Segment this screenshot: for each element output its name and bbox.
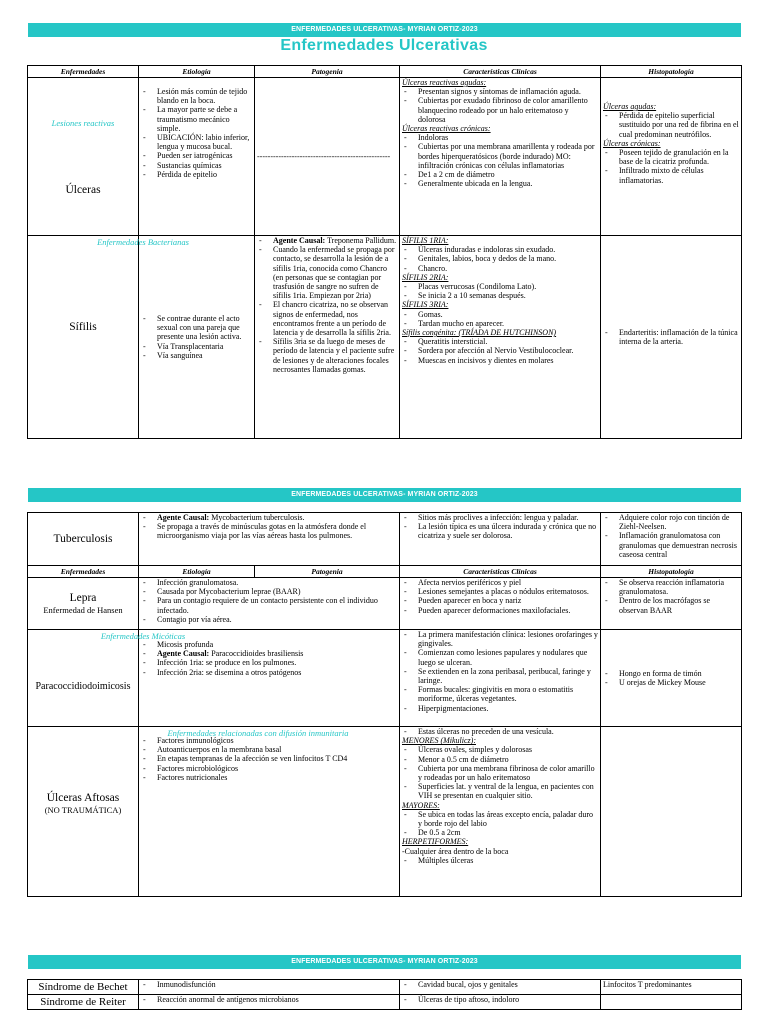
- list-item: - Úlceras ovales, simples y dolorosas: [418, 745, 598, 754]
- list-item: - Superficies lat. y ventral de la lengua, en pacientes con VIH se presentan en cualquier sitio.: [418, 782, 598, 800]
- subheading: SÍFILIS 3RIA:: [402, 300, 449, 310]
- list-item: - Múltiples úlceras: [418, 856, 598, 865]
- header-etiologia: Etiología: [139, 66, 255, 78]
- agente-value: Paracoccidioides brasiliensis: [211, 649, 304, 659]
- list-item: - Gomas.: [418, 310, 598, 319]
- list-item: - Estas úlceras no preceden de una vesícula.: [418, 727, 598, 736]
- list-item: - Pérdida de epitelio superficial sustituido por una red de fibrina en el cual predominan neutrófilos.: [619, 111, 739, 139]
- bechet-histo: Linfocitos T predominantes: [601, 980, 742, 995]
- lepra-clinicas: [400, 578, 601, 630]
- agente-value: Mycobacterium tuberculosis.: [211, 513, 305, 522]
- subheading: MENORES (Mikulicz):: [402, 736, 476, 746]
- disease-name-lepra: [28, 578, 139, 630]
- list-item: - Queratitis intersticial.: [418, 337, 598, 346]
- aftosas-etiologia: [139, 727, 400, 897]
- disease-name-tuberculosis: Tuberculosis: [28, 513, 139, 566]
- list-item: - Contagio por vía aérea.: [157, 615, 397, 624]
- list-item: - Adquiere color rojo con tinción de Ziehl-Neelsen.: [619, 513, 739, 531]
- list-item: [273, 236, 397, 245]
- list-item: - Se extienden en la zona peribasal, peribucal, faringe y laringe.: [418, 667, 598, 685]
- list-item: - Indoloras: [418, 133, 598, 142]
- bechet-etiologia: [139, 980, 400, 995]
- list-item: - Comienzan como lesiones papulares y nodulares que luego se ulceran.: [418, 648, 598, 666]
- subheading: HERPETIFORMES:: [402, 837, 469, 847]
- paracoccidio-histo: [601, 630, 742, 727]
- list-item: - Endarteritis: inflamación de la túnica interna de la arteria.: [619, 328, 739, 346]
- paracoccidio-label: Paracoccidiodoimicosis: [35, 681, 131, 692]
- list-item: - Pérdida de epitelio: [157, 170, 252, 179]
- list-item: - Genitales, labios, boca y dedos de la mano.: [418, 254, 598, 263]
- list-item: - Menor a 0.5 cm de diámetro: [418, 755, 598, 764]
- list-item: - Se propaga a través de minúsculas gotas en la atmósfera donde el microorganismo viaja por las vías aéreas hasta los pulmones.: [157, 522, 397, 540]
- list-item: - Se contrae durante el acto sexual con una pareja que presente una lesión activa.: [157, 314, 252, 342]
- lepra-label: Lepra: [69, 592, 97, 604]
- list-item: - Lesiones semejantes a placas o nódulos eritematosos.: [418, 587, 598, 596]
- list-item: - Cubiertas por una membrana amarillenta y rodeada por bordes hiperqueratósicos (borde indurado) MO: infiltración crónicas con células inflamatorias: [418, 142, 598, 170]
- list-item: [157, 513, 397, 522]
- list-item: - Cubierta por una membrana fibrinosa de color amarillo y rodeadas por un halo eritematoso: [418, 764, 598, 782]
- list-item: - Cavidad bucal, ojos y genitales: [418, 980, 598, 989]
- list-item: - Placas verrucosas (Condiloma Lato).: [418, 282, 598, 291]
- list-item: - Formas bucales: gingivitis en mora o estomatitis moriforme, úlceras vegetantes.: [418, 685, 598, 703]
- aftosas-label: Úlceras Aftosas: [46, 792, 120, 804]
- subheading: Úlceras agudas:: [603, 102, 657, 111]
- list-item: - Infección 1ria: se produce en los pulmones.: [157, 658, 397, 667]
- list-item: - Vía sanguínea: [157, 351, 252, 360]
- list-item: - Pueden ser iatrogénicas: [157, 151, 252, 160]
- section-lesiones-reactivas: Lesiones reactivas: [51, 117, 115, 128]
- header-enfermedades: Enfermedades: [28, 566, 139, 578]
- list-item: - Muescas en incisivos y dientes en molares: [418, 356, 598, 365]
- tuberculosis-histo: [601, 513, 742, 566]
- list-item: - Chancro.: [418, 264, 598, 273]
- list-item: - U orejas de Mickey Mouse: [619, 678, 739, 687]
- list-item: - El chancro cicatriza, no se observan signos de enfermedad, nos encontramos frente a un período de latencia y de desarrolla la sífilis 2ria.: [273, 300, 397, 337]
- aftosas-subtitle: (NO TRAUMÁTICA): [44, 805, 122, 815]
- page-title: Enfermedades Ulcerativas: [280, 37, 488, 54]
- ulceras-label: Úlceras: [65, 183, 101, 196]
- list-item: - Generalmente ubicada en la lengua.: [418, 179, 598, 188]
- lepra-subtitle: Enfermedad de Hansen: [43, 605, 123, 615]
- list-item: - Vía Transplacentaria: [157, 342, 252, 351]
- ulcer-table-2: [27, 512, 742, 897]
- list-item: - Hiperpigmentaciones.: [418, 704, 598, 713]
- subheading: Úlceras crónicas:: [603, 138, 661, 148]
- reiter-clinicas: [400, 995, 601, 1010]
- page-banner: ENFERMEDADES ULCERATIVAS- MYRIAN ORTIZ-2023: [28, 488, 741, 502]
- list-item: - UBICACIÓN: labio inferior, lengua y mucosa bucal.: [157, 133, 252, 151]
- list-item: - Infección granulomatosa.: [157, 578, 397, 587]
- paracoccidio-clinicas: [400, 630, 601, 727]
- list-item: - Presentan signos y síntomas de inflamación aguda.: [418, 87, 598, 96]
- agente-label: Agente Causal:: [157, 513, 210, 522]
- patogenia-dashes: --------------------------------------------------: [257, 151, 391, 161]
- list-item: - La lesión típica es una úlcera indurada y crónica que no cicatriza y suele ser dolorosa.: [418, 522, 598, 540]
- list-item: - Autoanticuerpos en la membrana basal: [157, 745, 397, 754]
- disease-name-ulceras: [28, 78, 139, 236]
- header-patogenia: Patogenia: [255, 66, 400, 78]
- list-item: - Cubiertas por exudado fibrinoso de color amarillento blanquecino rodeado por un halo eritematoso y dolorosa: [418, 96, 598, 124]
- list-item: - Factores nutricionales: [157, 773, 397, 782]
- subheading: Úlceras reactivas agudas:: [402, 78, 487, 87]
- list-item: - Lesión más común de tejido blando en la boca.: [157, 87, 252, 105]
- list-item: - Se inicia 2 a 10 semanas después.: [418, 291, 598, 300]
- list-item: - Afecta nervios periféricos y piel: [418, 578, 598, 587]
- header-patogenia: Patogenia: [255, 566, 400, 578]
- page-banner: ENFERMEDADES ULCERATIVAS- MYRIAN ORTIZ-2023: [28, 955, 741, 969]
- ulceras-etiologia: [139, 78, 255, 236]
- list-item: - Causada por Mycobacterium leprae (BAAR): [157, 587, 397, 596]
- subheading: SÍFILIS 1RIA:: [402, 236, 449, 245]
- list-item: - Dentro de los macrófagos se observan BAAR: [619, 596, 739, 614]
- list-item: - Pueden aparecer en boca y nariz: [418, 596, 598, 605]
- sifilis-clinicas: [400, 236, 601, 439]
- list-item: - Sitios más proclives a infección: lengua y paladar.: [418, 513, 598, 522]
- bechet-clinicas: [400, 980, 601, 995]
- lepra-etiologia: [139, 578, 400, 630]
- agente-value: Treponema Pallidum.: [327, 236, 397, 245]
- agente-label: Agente Causal:: [273, 236, 326, 245]
- list-item: -Cualquier área dentro de la boca: [402, 846, 509, 856]
- list-item: - La mayor parte se debe a traumatismo mecánico simple.: [157, 105, 252, 133]
- ulceras-patogenia: [255, 78, 400, 236]
- list-item: - Se observa reacción inflamatoria granulomatosa.: [619, 578, 739, 596]
- list-item: - Inflamación granulomatosa con granulomas que demuestran necrosis caseosa central: [619, 531, 739, 559]
- sifilis-histo: [601, 236, 742, 439]
- subheading: SÍFILIS 2RIA:: [402, 272, 449, 282]
- header-histopatologia: Histopatología: [601, 66, 742, 78]
- ulceras-clinicas: [400, 78, 601, 236]
- list-item: - Infección 2ria: se disemina a otros patógenos: [157, 668, 397, 677]
- section-inmunitaria: Enfermedades relacionadas con difusión inmunitaria: [167, 728, 349, 738]
- list-item: - La primera manifestación clínica: lesiones orofaringes y gingivales.: [418, 630, 598, 648]
- subheading: Sífilis congénita: (TRÍADA DE HUTCHINSON): [402, 328, 557, 338]
- reiter-etiologia: [139, 995, 400, 1010]
- sifilis-etiologia: [139, 236, 255, 439]
- tuberculosis-etiologia: [139, 513, 400, 566]
- list-item: - Factores inmunológicos: [157, 736, 397, 745]
- paracoccidio-etiologia: [139, 630, 400, 727]
- list-item: - Infiltrado mixto de células inflamatorias.: [619, 166, 739, 184]
- list-item: [157, 649, 397, 658]
- list-item: - Cuando la enfermedad se propaga por contacto, se desarrolla la lesión de a sífilis 1ria, conocida como Chancro (en personas que se contagian por trasfusión de sangre no sufren de sífilis 1ria. Empiezan por 2ria): [273, 245, 397, 300]
- section-bacterianas: Enfermedades Bacterianas: [97, 237, 189, 247]
- list-item: - Úlceras de tipo aftoso, indoloro: [418, 995, 598, 1004]
- subheading: MAYORES:: [402, 800, 440, 810]
- list-item: - De 0.5 a 2cm: [418, 828, 598, 837]
- reiter-histo: [601, 995, 742, 1010]
- ulcer-table-3: [27, 979, 742, 1010]
- ulcer-table-1: [27, 65, 742, 439]
- list-item: - Pueden aparecer deformaciones maxilofaciales.: [418, 606, 598, 615]
- header-etiologia: Etiología: [139, 566, 255, 578]
- section-micoticas: Enfermedades Micóticas: [100, 631, 186, 641]
- subheading: Úlceras reactivas crónicas:: [402, 124, 491, 134]
- list-item: - Sífilis 3ria se da luego de meses de período de latencia y el paciente sufre de lesiones y de alteraciones focales necrosantes llamadas gomas.: [273, 337, 397, 374]
- sifilis-label: Sífilis: [69, 321, 97, 333]
- header-enfermedades: Enfermedades: [28, 66, 139, 78]
- list-item: - Sustancias químicas: [157, 161, 252, 170]
- header-caracteristicas: Características Clínicas: [400, 566, 601, 578]
- disease-name-reiter: Síndrome de Reiter: [28, 995, 139, 1010]
- disease-name-bechet: Síndrome de Bechet: [28, 980, 139, 995]
- lepra-histo: [601, 578, 742, 630]
- header-caracteristicas: Características Clínicas: [400, 66, 601, 78]
- aftosas-clinicas: [400, 727, 601, 897]
- page-banner: ENFERMEDADES ULCERATIVAS- MYRIAN ORTIZ-2023: [28, 23, 741, 37]
- list-item: - De1 a 2 cm de diámetro: [418, 170, 598, 179]
- header-histopatologia: Histopatología: [601, 566, 742, 578]
- agente-label: Agente Causal:: [157, 649, 210, 659]
- list-item: - Sordera por afección al Nervio Vestibulococlear.: [418, 346, 598, 355]
- list-item: - En etapas tempranas de la afección se ven linfocitos T CD4: [157, 754, 397, 763]
- list-item: - Micosis profunda: [157, 640, 397, 649]
- list-item: - Factores microbiológicos: [157, 764, 397, 773]
- aftosas-histo: [601, 727, 742, 897]
- list-item: - Para un contagio requiere de un contacto persistente con el individuo infectado.: [157, 596, 397, 614]
- list-item: - Tardan mucho en aparecer.: [418, 319, 598, 328]
- sifilis-patogenia: [255, 236, 400, 439]
- tuberculosis-clinicas: [400, 513, 601, 566]
- list-item: - Inmunodisfunción: [157, 980, 397, 989]
- list-item: - Hongo en forma de timón: [619, 669, 739, 678]
- list-item: - Úlceras induradas e indoloras sin exudado.: [418, 245, 598, 254]
- list-item: - Reacción anormal de antígenos microbianos: [157, 995, 397, 1004]
- list-item: - Se ubica en todas las áreas excepto encía, paladar duro y borde rojo del labio: [418, 810, 598, 828]
- list-item: - Poseen tejido de granulación en la base de la cicatriz profunda.: [619, 148, 739, 166]
- ulceras-histo: [601, 78, 742, 236]
